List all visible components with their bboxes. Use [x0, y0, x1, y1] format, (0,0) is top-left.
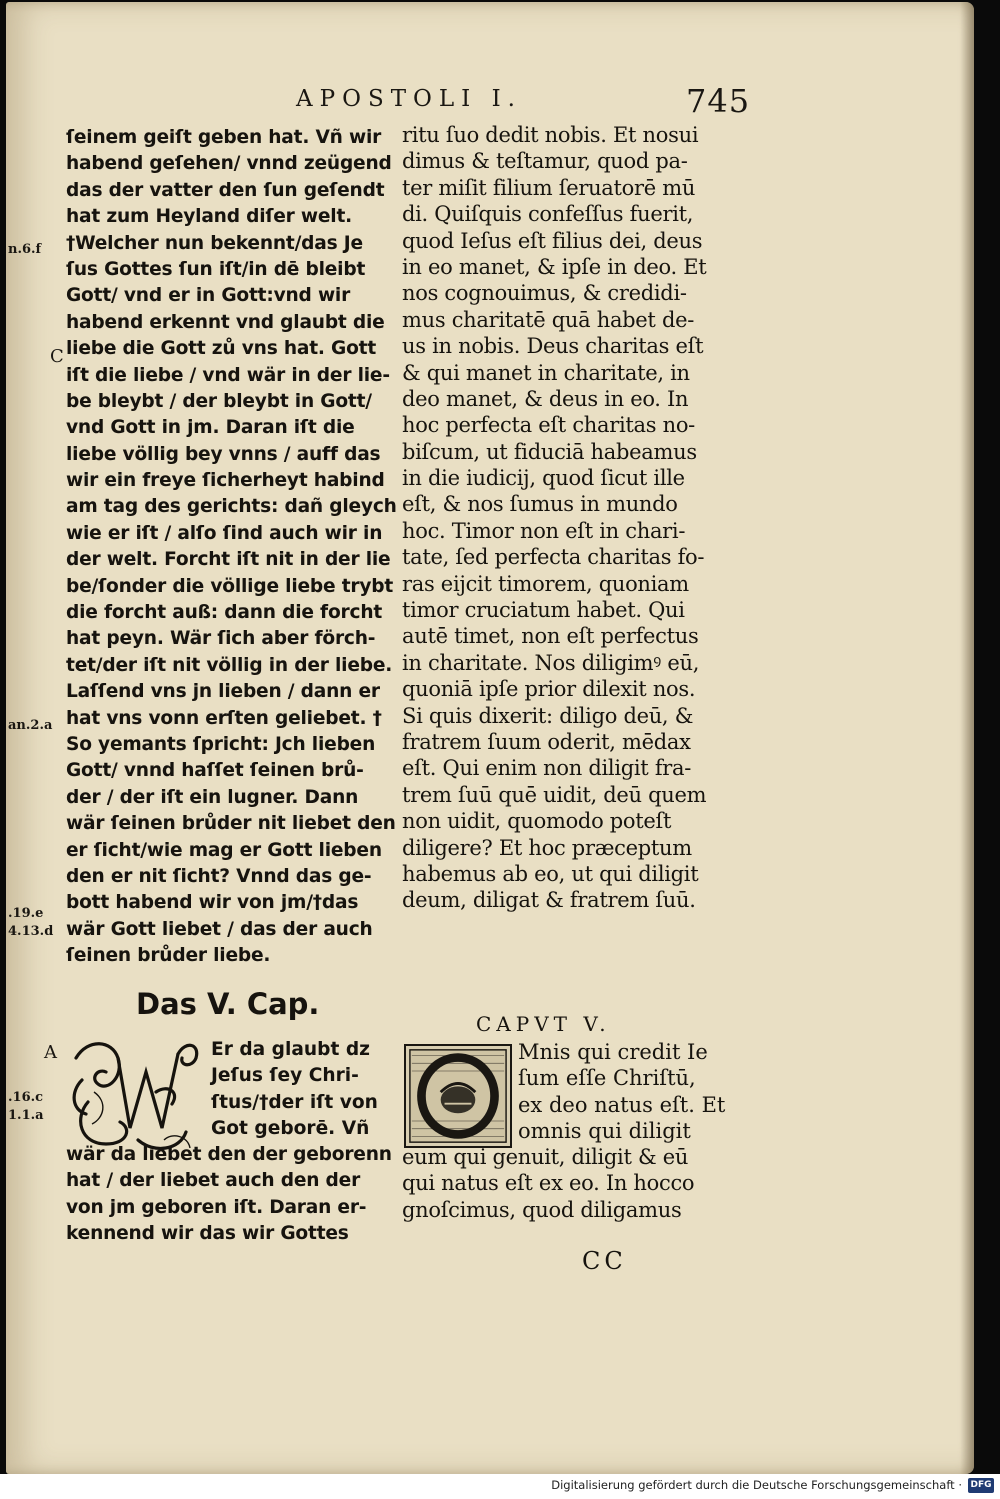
latin-text-line: in die iudicij, quod ſicut ille [402, 466, 685, 491]
latin-chapter-opening [518, 1039, 738, 1145]
latin-text-line: quod Ieſus eſt filius dei, deus [402, 228, 703, 253]
latin-text-line: ras eijcit timorem, quoniam [402, 571, 689, 596]
latin-text-line: habemus ab eo, ut qui diligit [402, 861, 699, 886]
german-text-line: ſeinem geiſt geben hat. Vñ wir [66, 127, 382, 148]
german-text-line: der / der iſt ein lugner. Dann [66, 786, 359, 808]
latin-text-line: Si quis dixerit: diligo deū, & [402, 703, 694, 728]
german-text-line: Gott/ vnd er in Gott:vnd wir [66, 285, 351, 307]
german-text-line: hat vns vonn erſten geliebet. † [66, 707, 382, 729]
footer-bar [0, 1474, 1000, 1499]
latin-text-line: in charitate. Nos diligimꝰ eū, [402, 650, 700, 675]
german-text-column [66, 125, 397, 970]
german-text-line: am tag des gerichts: dañ gleych [66, 496, 397, 518]
german-text-line: habend erkennt vnd glaubt die [66, 311, 385, 333]
latin-text-line: timor cruciatum habet. Qui [402, 598, 685, 623]
woodcut-initial-o [404, 1044, 512, 1148]
margin-reference: .19.e [8, 906, 44, 921]
german-text-line: wie er iſt / alſo ſind auch wir in [66, 522, 383, 544]
latin-text-line: ex deo natus eſt. Et [518, 1092, 726, 1117]
margin-section-letter: A [44, 1042, 57, 1063]
german-text-line: †Welcher nun bekennt/das Je [66, 232, 363, 254]
german-text-line: die forcht auß: dann die forcht [66, 602, 383, 624]
german-text-line: Jeſus ſey Chri- [211, 1065, 359, 1087]
german-text-line: bott habend wir von jm/†das [66, 892, 359, 914]
running-head: APOSTOLI I. [296, 86, 522, 112]
german-text-line: ſeinen brůder liebe. [66, 945, 271, 967]
german-text-line: liebe die Gott zů vns hat. Gott [66, 338, 377, 360]
latin-text-line: us in nobis. Deus charitas eſt [402, 334, 704, 359]
german-text-line: habend geſehen/ vnnd zeügend [66, 153, 392, 175]
latin-text-line: fratrem ſuum oderit, mēdax [402, 729, 691, 754]
latin-text-line: ritu ſuo dedit nobis. Et nosui [402, 123, 699, 147]
latin-text-line: tate, ſed perfecta charitas fo- [402, 545, 705, 570]
german-chapter-continuation [66, 1142, 391, 1248]
folio-number: 745 [686, 82, 751, 120]
latin-text-line: diligere? Et hoc præceptum [402, 835, 692, 860]
latin-chapter-heading: CAPVT V. [476, 1012, 611, 1036]
german-text-line: das der vatter den ſun geſendt [66, 179, 385, 201]
book-page [6, 2, 974, 1474]
margin-reference: 4.13.d [8, 924, 54, 939]
german-text-line: be bleybt / der bleybt in Gott/ [66, 390, 372, 412]
latin-text-line: trem ſuū quē uidit, deū quem [402, 782, 707, 807]
german-text-line: Gott/ vnnd haſſet ſeinen brů- [66, 760, 364, 782]
german-text-line: den er nit ſicht? Vnnd das ge- [66, 865, 372, 887]
ornamental-initial-w [68, 1032, 204, 1158]
footer-credit: Digitalisierung gefördert durch die Deutsche Forschungsgemeinschaft · [551, 1478, 962, 1492]
german-text-line: hat / der liebet auch den der [66, 1170, 361, 1192]
latin-text-line: in eo manet, & ipſe in deo. Et [402, 254, 707, 279]
german-text-line: Laſſend vns jn lieben / dann er [66, 681, 380, 703]
german-text-line: iſt die liebe / vnd wär in der lie- [66, 364, 390, 386]
margin-section-letter: C [50, 346, 64, 367]
german-text-line: hat zum Heyland diſer welt. [66, 206, 353, 228]
german-text-line: wir ein freye ſicherheyt habind [66, 470, 385, 492]
latin-text-line: hoc perfecta eſt charitas no- [402, 413, 695, 438]
latin-chapter-continuation [402, 1144, 732, 1223]
latin-text-line: non uidit, quomodo poteſt [402, 809, 672, 834]
margin-reference: an.2.a [8, 718, 53, 733]
latin-text-line: mus charitatē quā habet de- [402, 307, 695, 332]
signature-mark: CC [582, 1247, 627, 1275]
margin-reference: .16.c [8, 1090, 44, 1105]
latin-text-line: quoniā ipſe prior dilexit nos. [402, 677, 696, 702]
latin-text-line: Mnis qui credit Ie [518, 1040, 708, 1064]
latin-text-line: autē timet, non eſt perfectus [402, 624, 699, 649]
german-text-line: Er da glaubt dz [211, 1039, 370, 1060]
latin-text-line: deum, diligat & fratrem ſuū. [402, 888, 696, 913]
latin-text-line: ter miſit filium ſeruatorē mū [402, 175, 696, 200]
latin-text-line: nos cognouimus, & credidi- [402, 281, 687, 306]
latin-text-line: qui natus eſt ex eo. In hocco [402, 1171, 695, 1196]
german-text-line: hat peyn. Wär ſich aber förch- [66, 628, 376, 650]
margin-reference: 1.1.a [8, 1108, 44, 1123]
german-text-line: vnd Gott in jm. Daran iſt die [66, 417, 355, 439]
latin-text-line: di. Quiſquis confeſſus fuerit, [402, 202, 694, 227]
margin-reference: n.6.f [8, 242, 42, 257]
latin-text-line: deo manet, & deus in eo. In [402, 386, 689, 411]
latin-text-line: gnoſcimus, quod diligamus [402, 1197, 682, 1222]
latin-text-line: eſt, & nos ſumus in mundo [402, 492, 678, 517]
german-text-line: wär Gott liebet / das der auch [66, 918, 373, 940]
latin-text-line: hoc. Timor non eſt in chari- [402, 518, 686, 543]
german-chapter-heading: Das V. Cap. [136, 987, 320, 1021]
german-text-line: liebe völlig bey vnns / auff das [66, 443, 381, 465]
latin-text-line: eum qui genuit, diligit & eū [402, 1145, 689, 1169]
german-text-line: der welt. Forcht iſt nit in der lie [66, 549, 391, 571]
latin-text-line: eſt. Qui enim non diligit fra- [402, 756, 692, 781]
german-text-line: So yemants ſpricht: Jch lieben [66, 733, 376, 755]
latin-text-line: omnis qui diligit [518, 1119, 691, 1144]
german-text-line: wär da liebet den der geborenn [66, 1144, 392, 1165]
german-text-line: ſtus/†der iſt von [211, 1091, 378, 1113]
latin-text-line: biſcum, ut fiduciā habeamus [402, 439, 697, 464]
german-text-line: be/ſonder die völlige liebe trybt [66, 575, 394, 597]
latin-text-column [402, 122, 732, 914]
german-text-line: wär ſeinen brůder nit liebet den [66, 813, 396, 835]
german-text-line: tet/der iſt nit völlig in der liebe. [66, 654, 393, 676]
german-text-line: von jm geboren iſt. Daran er- [66, 1196, 367, 1218]
german-text-line: kennend wir das wir Gottes [66, 1223, 349, 1245]
german-text-line: ſus Gottes ſun iſt/in dē bleibt [66, 258, 366, 280]
latin-text-line: ſum eſſe Chriſtū, [518, 1066, 696, 1091]
german-chapter-opening [211, 1037, 391, 1143]
german-text-line: er ſicht/wie mag er Gott lieben [66, 839, 382, 861]
german-text-line: Got geborē. Vñ [211, 1118, 370, 1140]
latin-text-line: & qui manet in charitate, in [402, 360, 690, 385]
dfg-logo: DFG [968, 1478, 994, 1493]
latin-text-line: dimus & teſtamur, quod pa- [402, 149, 688, 174]
